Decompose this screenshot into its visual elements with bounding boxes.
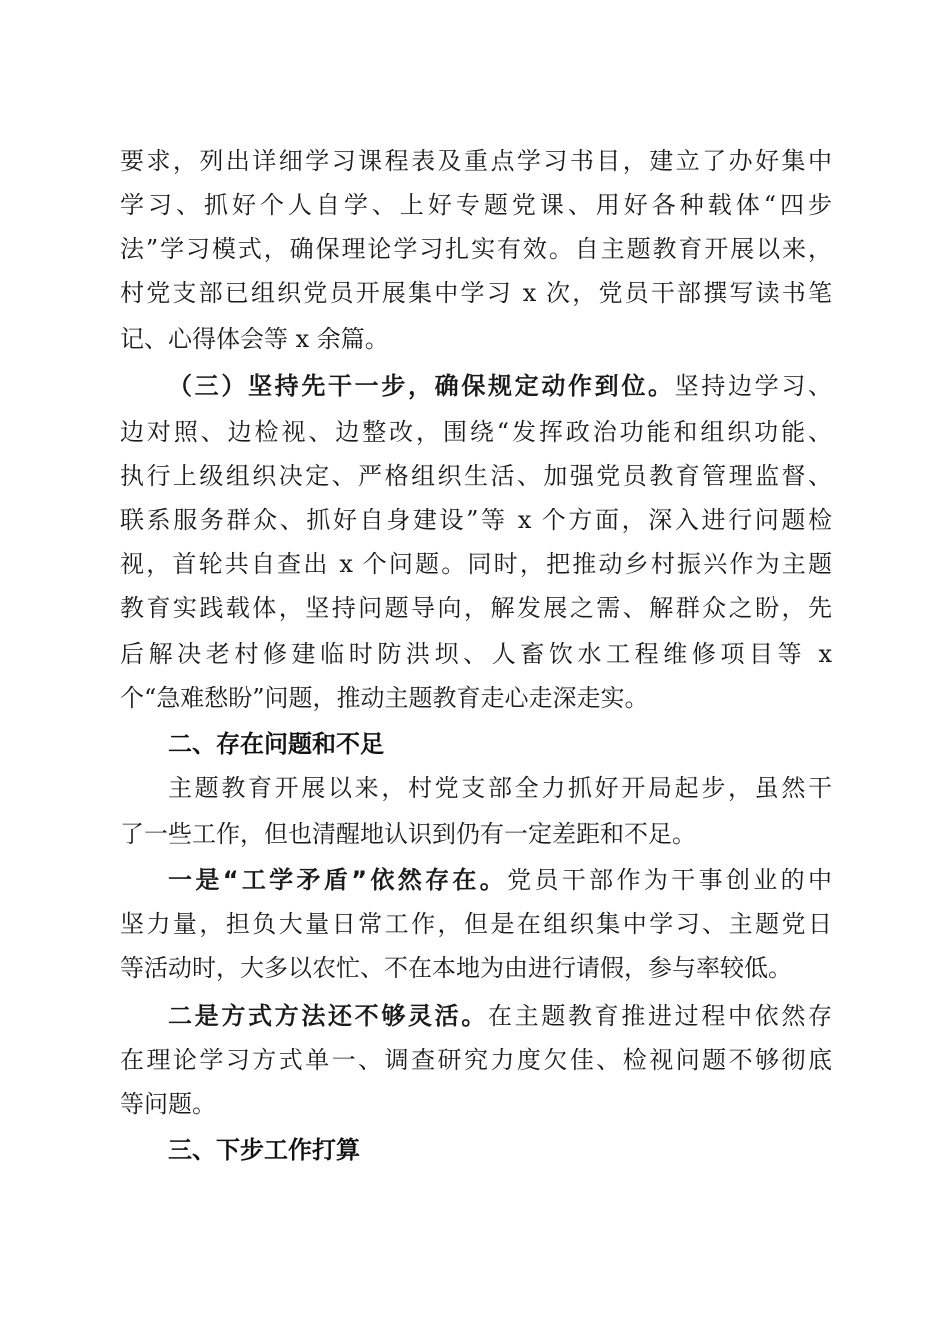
paragraph-first-line	[168, 860, 832, 900]
paragraph-lead-bold: 二是方式方法还不够灵活。	[168, 1002, 488, 1030]
section-heading: 三、下步工作打算	[168, 1136, 360, 1164]
text-line: 后解决老村修建临时防洪坝、人畜饮水工程维修项目等 x	[120, 640, 832, 668]
text-line: 个“急难愁盼”问题，推动主题教育走心走深走实。	[120, 684, 649, 712]
text-line: 记、心得体会等 x 余篇。	[120, 325, 389, 353]
paragraph-lead-rest: 党员干部作为干事创业的中	[507, 866, 832, 894]
text-line: 联系服务群众、抓好自身建设”等 x 个方面，深入进行问题检	[120, 506, 832, 534]
text-line: 村党支部已组织党员开展集中学习 x 次，党员干部撰写读书笔	[120, 279, 832, 307]
text-line: 边对照、边检视、边整改，围绕“发挥政治功能和组织功能、	[120, 418, 832, 446]
text-line: 视，首轮共自查出 x 个问题。同时，把推动乡村振兴作为主题	[120, 550, 832, 578]
paragraph-lead-rest: 在主题教育推进过程中依然存	[488, 1002, 832, 1030]
text-line: 要求，列出详细学习课程表及重点学习书目，建立了办好集中	[120, 147, 832, 175]
paragraph-first-line	[168, 996, 832, 1036]
text-line: 了一些工作，但也清醒地认识到仍有一定差距和不足。	[120, 820, 696, 848]
paragraph-lead-bold: （三）坚持先干一步，确保规定动作到位。	[168, 372, 675, 400]
text-line: 执行上级组织决定、严格组织生活、加强党员教育管理监督、	[120, 462, 832, 490]
text-line: 主题教育开展以来，村党支部全力抓好开局起步，虽然干	[168, 774, 832, 802]
text-line: 法”学习模式，确保理论学习扎实有效。自主题教育开展以来，	[120, 235, 832, 263]
text-line: 坚力量，担负大量日常工作，但是在组织集中学习、主题党日	[120, 910, 832, 938]
paragraph-first-line	[168, 366, 832, 406]
text-line: 等问题。	[120, 1090, 216, 1118]
text-line: 等活动时，大多以农忙、不在本地为由进行请假，参与率较低。	[120, 954, 792, 982]
text-line: 教育实践载体，坚持问题导向，解发展之需、解群众之盼，先	[120, 594, 832, 622]
paragraph-lead-rest: 坚持边学习、	[674, 372, 833, 400]
text-line: 学习、抓好个人自学、上好专题党课、用好各种载体“四步	[120, 191, 832, 219]
text-line: 在理论学习方式单一、调查研究力度欠佳、检视问题不够彻底	[120, 1046, 832, 1074]
paragraph-lead-bold: 一是“工学矛盾”依然存在。	[168, 866, 508, 894]
section-heading: 二、存在问题和不足	[168, 730, 384, 758]
